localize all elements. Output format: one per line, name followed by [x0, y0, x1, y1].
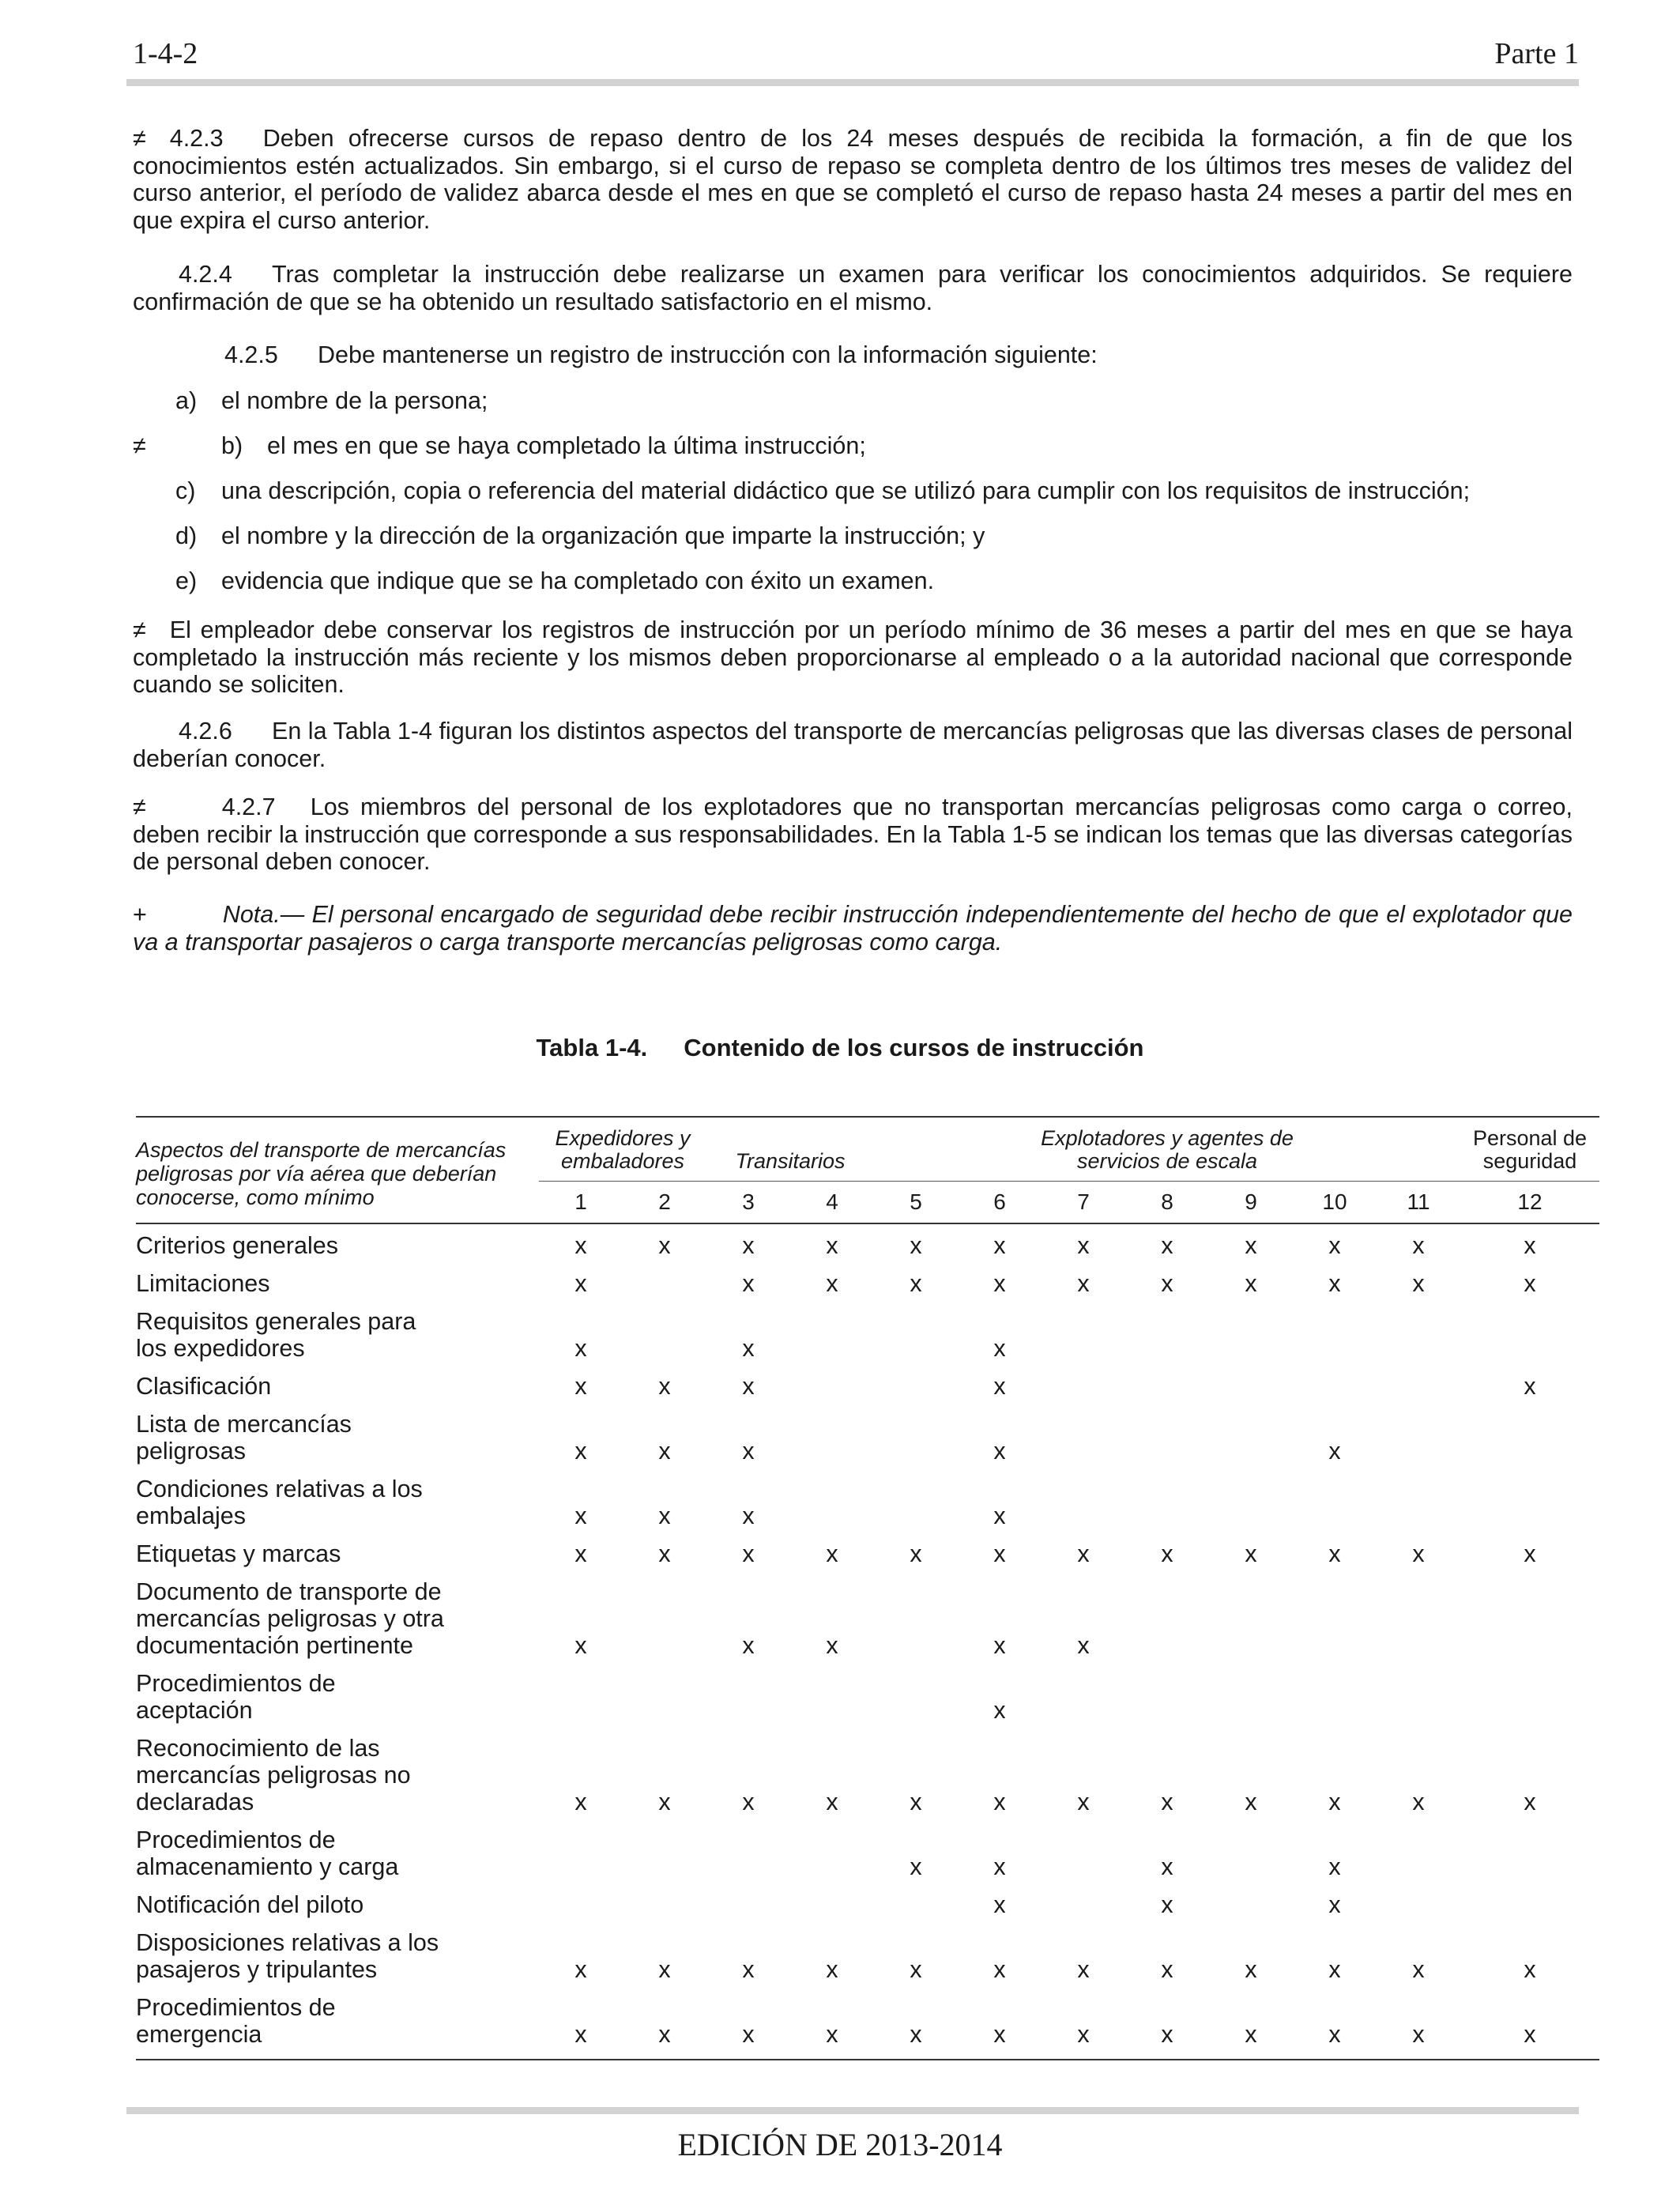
cell-col-5: [874, 1411, 958, 1476]
cell-col-1: x: [574, 1502, 587, 1529]
page-footer: EDICIÓN DE 2013-2014: [677, 2127, 1003, 2162]
cell-col-3: x: [742, 1373, 755, 1400]
cell-col-4: x: [826, 2021, 838, 2048]
cell-col-2: [623, 1826, 706, 1891]
cell-col-8: x: [1161, 1232, 1173, 1259]
cell-col-10: x: [1328, 1789, 1341, 1815]
cell-col-8: [1125, 1373, 1209, 1411]
paragraph-number: 4.2.7: [221, 794, 276, 820]
table-row: [136, 1223, 1599, 1270]
cell-col-7: x: [1077, 2021, 1090, 2048]
cell-col-7: x: [1077, 1540, 1090, 1567]
cell-col-10: x: [1328, 1956, 1341, 1983]
cell-col-8: x: [1161, 1956, 1173, 1983]
cell-col-3: [706, 1826, 790, 1891]
cell-col-4: [790, 1411, 874, 1476]
cell-col-4: x: [826, 1956, 838, 1983]
cell-col-11: [1377, 1373, 1460, 1411]
cell-col-12: x: [1524, 1232, 1536, 1259]
paragraph-text: El empleador debe conservar los registros de instrucción por un período mínimo de 36 meses a partir del mes en que se haya completado la instrucción más reciente y los mismos deben proporcionarse al empleado o a la autoridad nacional que corresponde cuando se soliciten.: [133, 616, 1573, 698]
cell-col-10: [1293, 1670, 1377, 1735]
row-aspect: Reconocimiento de las mercancías peligrosas no declaradas: [136, 1735, 411, 1815]
column-number: 7: [1077, 1189, 1090, 1214]
table-row: [136, 1411, 1599, 1476]
cell-col-6: x: [993, 1632, 1006, 1659]
cell-col-6: x: [993, 1270, 1006, 1297]
cell-col-8: [1125, 1308, 1209, 1373]
list-label: c): [175, 477, 196, 504]
cell-col-6: x: [993, 1373, 1006, 1400]
cell-col-4: [790, 1826, 874, 1891]
cell-col-5: [874, 1891, 958, 1929]
cell-col-1: [539, 1826, 623, 1891]
cell-col-11: x: [1412, 2021, 1425, 2048]
cell-col-3: x: [742, 2021, 755, 2048]
change-mark: ≠: [133, 432, 146, 459]
cell-col-6: x: [993, 1697, 1006, 1724]
row-aspect: Procedimientos de emergencia: [136, 1994, 336, 2048]
table-row: [136, 1578, 1599, 1670]
row-aspect: Notificación del piloto: [136, 1891, 364, 1918]
cell-col-5: x: [910, 1789, 922, 1815]
row-aspect: Procedimientos de almacenamiento y carga: [136, 1826, 399, 1880]
cell-col-8: [1125, 1578, 1209, 1670]
cell-col-10: [1293, 1308, 1377, 1373]
cell-col-3: x: [742, 1540, 755, 1567]
cell-col-1: x: [574, 1232, 587, 1259]
cell-col-9: [1209, 1308, 1293, 1373]
paragraph-text: Debe mantenerse un registro de instrucción con la información siguiente:: [318, 341, 1098, 368]
paragraph-4-2-7: [133, 794, 1573, 876]
cell-col-8: x: [1161, 2021, 1173, 2048]
cell-col-3: x: [742, 1438, 755, 1465]
cell-col-6: x: [993, 1891, 1006, 1918]
cell-col-7: x: [1077, 1956, 1090, 1983]
cell-col-12: x: [1524, 1540, 1536, 1567]
column-number: 5: [910, 1189, 922, 1214]
cell-col-9: [1209, 1670, 1293, 1735]
cell-col-2: x: [658, 1956, 671, 1983]
cell-col-8: [1125, 1411, 1209, 1476]
cell-col-7: [1042, 1411, 1125, 1476]
table-row: [136, 1308, 1599, 1373]
row-aspect: Condiciones relativas a los embalajes: [136, 1476, 423, 1529]
table-caption: Contenido de los cursos de instrucción: [684, 1034, 1144, 1061]
column-number: 1: [574, 1189, 587, 1214]
cell-col-6: x: [993, 1335, 1006, 1362]
row-aspect: Etiquetas y marcas: [136, 1540, 341, 1567]
cell-col-1: x: [574, 1956, 587, 1983]
cell-col-5: x: [910, 1956, 922, 1983]
row-aspect: Clasificación: [136, 1373, 272, 1400]
cell-col-6: x: [993, 1853, 1006, 1880]
table-title: [0, 1034, 1680, 1062]
paragraph-text: Los miembros del personal de los explotadores que no transportan mercancías peligrosas como carga o correo, deben recibir la instrucción que corresponde a sus responsabilidades. En la Tabla 1-5 se indican los temas que las diversas categorías de personal deben conocer.: [133, 794, 1573, 875]
change-mark: ≠: [133, 794, 146, 820]
cell-col-12: [1460, 1891, 1599, 1929]
cell-col-11: x: [1412, 1270, 1425, 1297]
cell-col-2: x: [658, 1373, 671, 1400]
cell-col-7: [1042, 1670, 1125, 1735]
paragraph-number: 4.2.4: [179, 261, 232, 288]
cell-col-9: [1209, 1826, 1293, 1891]
page-header: [133, 32, 1579, 79]
list-text: evidencia que indique que se ha completado con éxito un examen.: [221, 567, 935, 594]
table-row: [136, 1540, 1599, 1578]
cell-col-8: x: [1161, 1540, 1173, 1567]
cell-col-1: x: [574, 1438, 587, 1465]
column-number: 2: [658, 1189, 671, 1214]
cell-col-11: x: [1412, 1789, 1425, 1815]
column-number: 12: [1517, 1189, 1543, 1214]
cell-col-9: [1209, 1476, 1293, 1540]
cell-col-2: [623, 1578, 706, 1670]
cell-col-1: x: [574, 2021, 587, 2048]
paragraph-number: 4.2.5: [224, 341, 278, 368]
cell-col-9: x: [1245, 1789, 1257, 1815]
cell-col-9: x: [1245, 2021, 1257, 2048]
cell-col-5: x: [910, 1853, 922, 1880]
cell-col-8: x: [1161, 1853, 1173, 1880]
cell-col-9: [1209, 1411, 1293, 1476]
column-number: 4: [826, 1189, 838, 1214]
cell-col-3: x: [742, 1270, 755, 1297]
cell-col-6: x: [993, 1502, 1006, 1529]
cell-col-4: [790, 1308, 874, 1373]
list-text: una descripción, copia o referencia del material didáctico que se utilizó para cumplir con los requisitos de instrucción;: [221, 477, 1471, 504]
cell-col-4: x: [826, 1540, 838, 1567]
cell-col-4: [790, 1476, 874, 1540]
addition-mark: +: [133, 901, 147, 928]
cell-col-9: x: [1245, 1270, 1257, 1297]
change-mark: ≠: [133, 616, 146, 643]
cell-col-7: [1042, 1476, 1125, 1540]
cell-col-1: x: [574, 1270, 587, 1297]
cell-col-12: x: [1524, 1789, 1536, 1815]
table-row: [136, 1735, 1599, 1826]
cell-col-12: [1460, 1411, 1599, 1476]
cell-col-3: [706, 1670, 790, 1735]
table-row: [136, 1670, 1599, 1735]
cell-col-8: [1125, 1476, 1209, 1540]
cell-col-12: x: [1524, 2021, 1536, 2048]
paragraph-4-2-4: [133, 261, 1573, 315]
table-row: [136, 1373, 1599, 1411]
cell-col-5: [874, 1308, 958, 1373]
paragraph-4-2-3: [133, 125, 1573, 234]
cell-col-7: [1042, 1891, 1125, 1929]
cell-col-4: [790, 1670, 874, 1735]
list-label: d): [175, 522, 198, 549]
group-seguridad: Personal de seguridad: [1460, 1117, 1599, 1182]
paragraph-4-2-6: [133, 718, 1573, 772]
cell-col-10: x: [1328, 1853, 1341, 1880]
column-number: 10: [1322, 1189, 1347, 1214]
cell-col-7: [1042, 1826, 1125, 1891]
paragraph-text: Tras completar la instrucción debe realizarse un examen para verificar los conocimientos adquiridos. Se requiere confirmación de que se ha obtenido un resultado satisfactorio en el mismo.: [133, 261, 1573, 315]
cell-col-3: x: [742, 1956, 755, 1983]
table-row: [136, 1826, 1599, 1891]
cell-col-1: [539, 1891, 623, 1929]
column-number: 8: [1161, 1189, 1173, 1214]
paragraph-4-2-5: [133, 341, 1573, 369]
cell-col-2: x: [658, 1438, 671, 1465]
cell-col-11: [1377, 1578, 1460, 1670]
cell-col-2: x: [658, 1232, 671, 1259]
cell-col-2: x: [658, 1789, 671, 1815]
cell-col-11: [1377, 1826, 1460, 1891]
part-label: Parte 1: [1494, 37, 1579, 70]
cell-col-5: x: [910, 2021, 922, 2048]
cell-col-3: [706, 1891, 790, 1929]
row-aspect: Procedimientos de aceptación: [136, 1670, 336, 1724]
row-aspect: Limitaciones: [136, 1270, 270, 1297]
cell-col-12: [1460, 1578, 1599, 1670]
cell-col-2: [623, 1670, 706, 1735]
header-rule: [126, 79, 1579, 86]
cell-col-4: x: [826, 1632, 838, 1659]
cell-col-11: [1377, 1476, 1460, 1540]
cell-col-11: x: [1412, 1232, 1425, 1259]
cell-col-6: x: [993, 1789, 1006, 1815]
cell-col-12: x: [1524, 1956, 1536, 1983]
cell-col-10: [1293, 1476, 1377, 1540]
cell-col-10: x: [1328, 1232, 1341, 1259]
column-number: 11: [1407, 1189, 1430, 1214]
cell-col-5: [874, 1670, 958, 1735]
table-number: Tabla 1-4.: [536, 1034, 648, 1061]
change-mark: ≠: [133, 125, 146, 152]
paragraph-text: Deben ofrecerse cursos de repaso dentro de los 24 meses después de recibida la formación, a fin de que los conocimientos estén actualizados. Sin embargo, si el curso de repaso se completa dentro de los últimos tres meses de validez del curso anterior, el período de validez abarca desde el mes en que se completó el curso de repaso hasta 24 meses a partir del mes en que expira el curso anterior.: [133, 125, 1573, 234]
cell-col-8: [1125, 1670, 1209, 1735]
cell-col-10: [1293, 1578, 1377, 1670]
cell-col-2: x: [658, 1540, 671, 1567]
cell-col-6: x: [993, 1438, 1006, 1465]
cell-col-9: [1209, 1891, 1293, 1929]
cell-col-8: x: [1161, 1891, 1173, 1918]
note-paragraph: [133, 901, 1573, 956]
cell-col-11: x: [1412, 1956, 1425, 1983]
cell-col-6: x: [993, 1956, 1006, 1983]
cell-col-4: x: [826, 1789, 838, 1815]
cell-col-6: x: [993, 1540, 1006, 1567]
cell-col-4: [790, 1891, 874, 1929]
cell-col-5: [874, 1373, 958, 1411]
cell-col-1: x: [574, 1789, 587, 1815]
table-row: [136, 1929, 1599, 1994]
cell-col-7: x: [1077, 1270, 1090, 1297]
column-number: 6: [993, 1189, 1006, 1214]
cell-col-10: [1293, 1373, 1377, 1411]
note-text: Nota.— El personal encargado de seguridad debe recibir instrucción independientemente del hecho de que el explotador que va a transportar pasajeros o carga transporte mercancías peligrosas como carga.: [133, 901, 1573, 956]
cell-col-4: [790, 1373, 874, 1411]
cell-col-12: [1460, 1670, 1599, 1735]
cell-col-5: [874, 1476, 958, 1540]
cell-col-10: x: [1328, 1891, 1341, 1918]
column-number: 9: [1245, 1189, 1257, 1214]
cell-col-11: [1377, 1670, 1460, 1735]
cell-col-10: x: [1328, 1270, 1341, 1297]
cell-col-12: [1460, 1476, 1599, 1540]
cell-col-10: x: [1328, 1540, 1341, 1567]
cell-col-9: [1209, 1578, 1293, 1670]
training-content-table: [136, 1116, 1599, 2060]
cell-col-3: x: [742, 1632, 755, 1659]
paragraph-text: En la Tabla 1-4 figuran los distintos aspectos del transporte de mercancías peligrosas que las diversas clases de personal deberían conocer.: [133, 718, 1573, 772]
cell-col-3: x: [742, 1335, 755, 1362]
cell-col-6: x: [993, 2021, 1006, 2048]
column-number: 3: [742, 1189, 755, 1214]
cell-col-5: x: [910, 1270, 922, 1297]
cell-col-5: [874, 1578, 958, 1670]
list-text: el nombre y la dirección de la organización que imparte la instrucción; y: [221, 522, 985, 549]
cell-col-11: x: [1412, 1540, 1425, 1567]
cell-col-9: x: [1245, 1956, 1257, 1983]
group-explotadores: Explotadores y agentes de servicios de escala: [874, 1117, 1460, 1182]
cell-col-5: x: [910, 1232, 922, 1259]
page-number: 1-4-2: [133, 37, 198, 70]
list-label: b): [221, 432, 243, 459]
cell-col-7: x: [1077, 1632, 1090, 1659]
cell-col-7: x: [1077, 1789, 1090, 1815]
list-text: el mes en que se haya completado la última instrucción;: [267, 432, 866, 459]
list-label: e): [175, 567, 198, 594]
cell-col-9: x: [1245, 1540, 1257, 1567]
cell-col-8: x: [1161, 1270, 1173, 1297]
cell-col-2: x: [658, 1502, 671, 1529]
table-row: [136, 1994, 1599, 2060]
cell-col-7: [1042, 1373, 1125, 1411]
cell-col-12: [1460, 1308, 1599, 1373]
cell-col-9: [1209, 1373, 1293, 1411]
paragraph-number: 4.2.3: [169, 125, 224, 152]
row-aspect: Requisitos generales para los expedidores: [136, 1308, 416, 1362]
row-aspect: Disposiciones relativas a los pasajeros y tripulantes: [136, 1929, 439, 1983]
cell-col-11: [1377, 1308, 1460, 1373]
cell-col-12: [1460, 1826, 1599, 1891]
list-label: a): [175, 387, 198, 414]
table-row: [136, 1891, 1599, 1929]
cell-col-6: x: [993, 1232, 1006, 1259]
cell-col-2: [623, 1891, 706, 1929]
cell-col-11: [1377, 1891, 1460, 1929]
row-aspect: Lista de mercancías peligrosas: [136, 1411, 352, 1465]
cell-col-7: x: [1077, 1232, 1090, 1259]
cell-col-1: [539, 1670, 623, 1735]
aspect-header: Aspectos del transporte de mercancías peligrosas por vía aérea que deberían conocerse, como mínimo: [136, 1117, 539, 1223]
cell-col-10: x: [1328, 2021, 1341, 2048]
cell-col-11: [1377, 1411, 1460, 1476]
cell-col-9: x: [1245, 1232, 1257, 1259]
row-aspect: Documento de transporte de mercancías peligrosas y otra documentación pertinente: [136, 1578, 444, 1659]
group-expedidores: Expedidores y embaladores: [539, 1117, 706, 1182]
cell-col-2: x: [658, 2021, 671, 2048]
cell-col-4: x: [826, 1232, 838, 1259]
paragraph-employer: [133, 616, 1573, 699]
cell-col-12: x: [1524, 1373, 1536, 1400]
cell-col-3: x: [742, 1502, 755, 1529]
cell-col-4: x: [826, 1270, 838, 1297]
list-text: el nombre de la persona;: [221, 387, 488, 414]
cell-col-5: x: [910, 1540, 922, 1567]
cell-col-10: x: [1328, 1438, 1341, 1465]
table-row: [136, 1476, 1599, 1540]
cell-col-7: [1042, 1308, 1125, 1373]
table-row: [136, 1270, 1599, 1308]
cell-col-1: x: [574, 1632, 587, 1659]
cell-col-8: x: [1161, 1789, 1173, 1815]
cell-col-1: x: [574, 1540, 587, 1567]
row-aspect: Criterios generales: [136, 1232, 338, 1259]
cell-col-12: x: [1524, 1270, 1536, 1297]
cell-col-1: x: [574, 1373, 587, 1400]
cell-col-3: x: [742, 1789, 755, 1815]
group-transitarios: Transitarios: [706, 1117, 874, 1182]
cell-col-2: [623, 1270, 706, 1308]
paragraph-number: 4.2.6: [179, 718, 232, 745]
cell-col-1: x: [574, 1335, 587, 1362]
footer-rule: [126, 2107, 1579, 2114]
cell-col-3: x: [742, 1232, 755, 1259]
cell-col-2: [623, 1308, 706, 1373]
